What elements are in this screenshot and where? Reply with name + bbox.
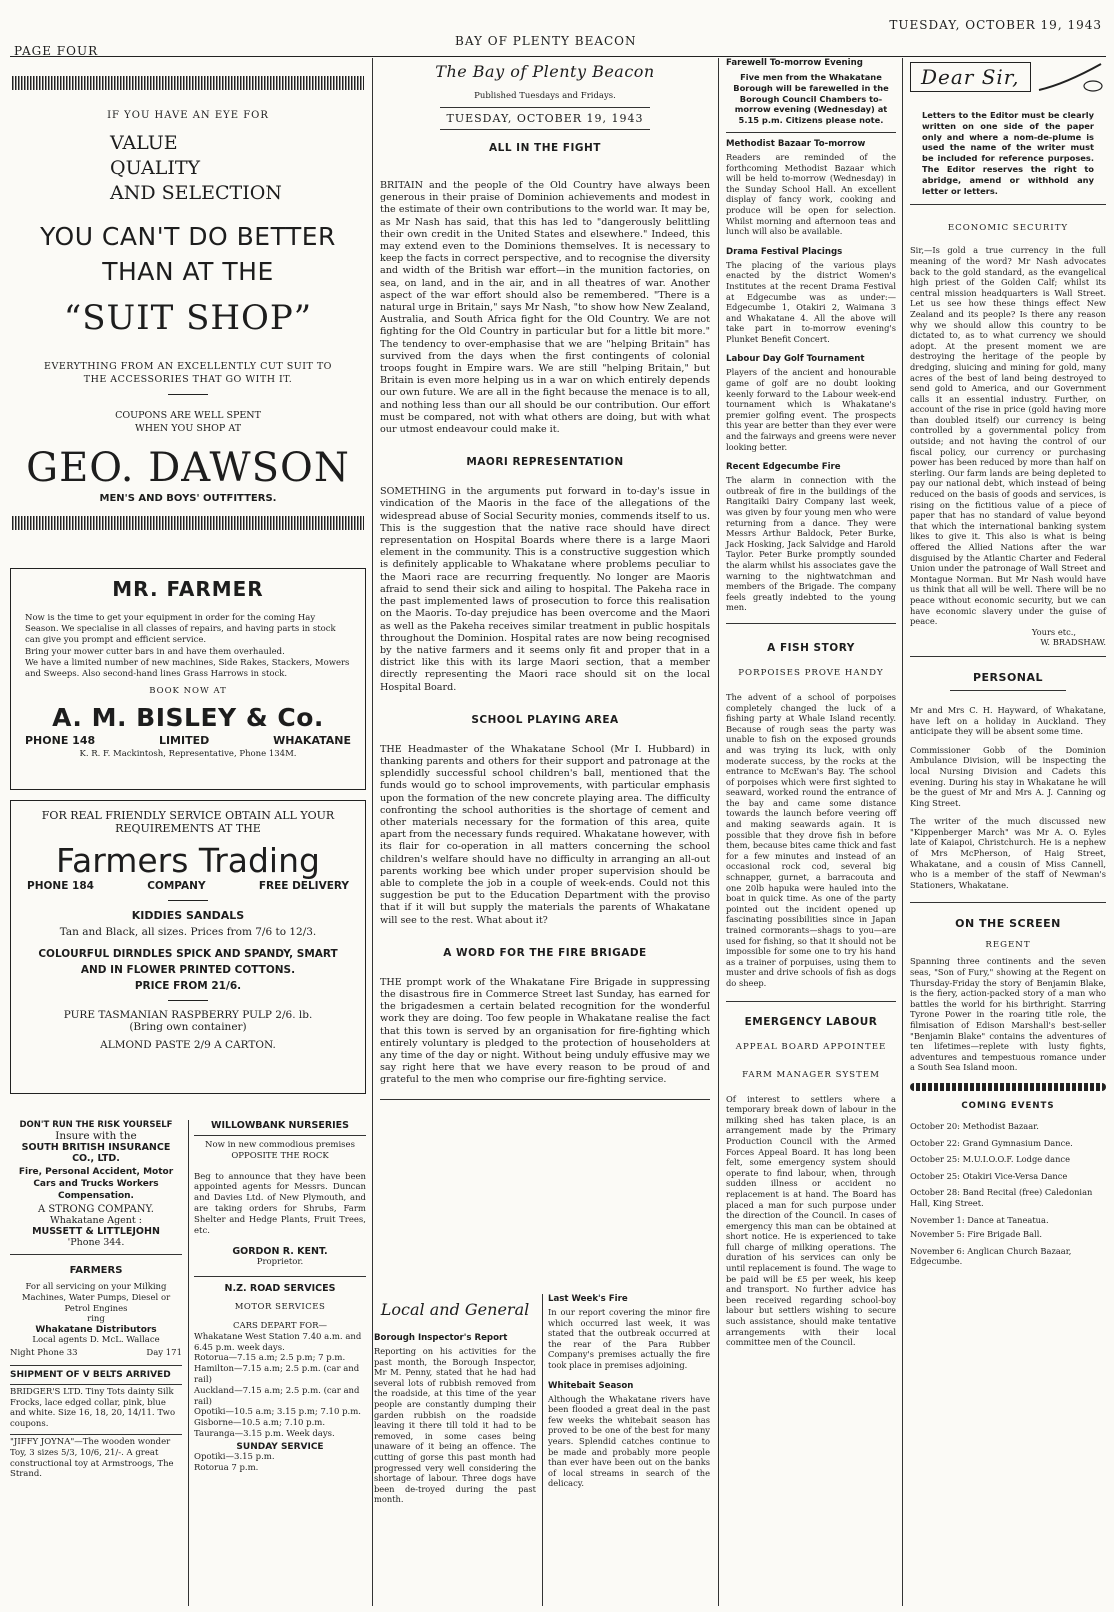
letter-body: Sir,—Is gold a true currency in the full meaning of the word? Mr Nash advocates back to the gold standard, as the evangelical high priest of the Golden Calf; whilst its central mission headquarters is Wall Street. Let us see how these things effect New Zealand and its people? Is there any reason why we should allow this country to be dictated to, as to what currency we should adopt. At the present moment we are destroying the heritage of the people by dredging, sluicing and mining for gold, many acres of the best of land being destroyed to send gold to America, and our Government calls it an essential industry. Further, on account of the rise in price (gold having more than doubled itself) our currency is being controlled by a governmental policy from outside; and not having the control of our fiscal policy, our currency or purchasing power has been reduced by more than half on sterling. Our farm lands are being depleted to pay our national debt, which instead of being reduced on the basis of goods and services, is rising on the fictitious value of a piece of paper that has no standard of value beyond that which the international banking system likes to give it. This also is what is being offered the Allied Nations after the war disguised by the Atlantic Charter and Federal Union under the patronage of Wall Street and Montague Norman. But Mr Nash would have us think that all will be well. There will be no peace without economic security, but we can have economic slavery under the guise of peace.	[910, 245, 1106, 627]
ad-text: DON'T RUN THE RISK YOURSELF	[19, 1120, 173, 1130]
page-header	[0, 4, 1114, 56]
firm-details	[25, 734, 351, 747]
firm-rep: K. R. F. Mackintosh, Representative, Phone 134M.	[79, 748, 297, 759]
agent-phone: 'Phone 344.	[67, 1237, 125, 1248]
divider	[194, 1276, 366, 1277]
timetable-line: Gisborne—10.5 a.m; 7.10 p.m.	[194, 1418, 326, 1429]
small-ads	[10, 1120, 366, 1606]
product-text: ALMOND PASTE 2/9 A CARTON.	[100, 1039, 276, 1051]
item-title: Recent Edgecumbe Fire	[726, 462, 841, 473]
article-title: ECONOMIC SECURITY	[947, 223, 1069, 234]
event-item: October 25: M.U.I.O.O.F. Lodge dance	[910, 1154, 1070, 1165]
item-body: In our report covering the minor fire which occurred last week, it was stated that the outbreak occurred at the rear of the Para Rubber Company's premises actually the fire took place in premises adjoining.	[548, 1307, 710, 1370]
divider	[726, 132, 896, 133]
nameplate: The Bay of Plenty Beacon	[435, 62, 655, 81]
section-title: Local and General	[380, 1300, 530, 1319]
suit-shop-ad	[10, 76, 366, 554]
store-company: COMPANY	[147, 880, 206, 892]
article-title: SCHOOL PLAYING AREA	[471, 713, 619, 726]
firm-name: Whakatane Distributors	[35, 1325, 157, 1336]
ad-border-bottom	[12, 516, 364, 530]
store-delivery: FREE DELIVERY	[258, 880, 349, 892]
event-item: November 5: Fire Brigade Ball.	[910, 1229, 1043, 1240]
article-body: SOMETHING in the arguments put forward in to-day's issue in vindication of the Maoris in the face of the allegations of the widespread abuse of Social Security monies, commends itself to us. This is the suggestion that the native race should have direct representation on Hospital Boards where there is a large Maori element in the community. This is a constructive suggestion which is definitely applicable to Whakatane where problems peculiar to the Maori race are recurring frequently. No longer are Maoris afraid to send their sick and ailing to hospital. The Pakeha race in the past implemented laws of prosecution to force this realisation on the Maoris. To-day prejudice has been overcome and the Maori as well as the Pakeha receives similar treatment in public hospitals throughout the Dominion. Hospital rates are now being recognised by the native farmers and it seems only fit and proper that in a district like this with its large Maori section, that a member directly representing the Maori race should sit on the local Hospital Board.	[380, 486, 710, 693]
item-title: Farewell To-morrow Evening	[726, 58, 863, 68]
ad-text: For all servicing on your Milking Machines, Water Pumps, Diesel or Petrol Engines	[21, 1282, 171, 1314]
product-text: Tan and Black, all sizes. Prices from 7/6 to 12/3.	[59, 926, 317, 938]
night-phone: Night Phone 33	[10, 1347, 78, 1358]
timetable-line: Rotorua 7 p.m.	[194, 1462, 259, 1473]
divider	[726, 623, 896, 624]
timetable-line: Tauranga—3.15 p.m. Week days.	[194, 1428, 335, 1439]
divider	[10, 1384, 182, 1385]
timetable-line: Hamilton—7.15 a.m; 2.5 p.m. (car and rail)	[194, 1364, 360, 1385]
product-title: KIDDIES SANDALS	[131, 909, 245, 922]
ad-text: We have a limited number of new machines, Side Rakes, Stackers, Mowers and Sweeps. Also second-hand lines Grass Harrows in stock.	[25, 658, 350, 679]
ad-subtitle: MOTOR SERVICES	[234, 1302, 326, 1313]
company-name: SOUTH BRITISH INSURANCE CO., LTD.	[21, 1142, 171, 1164]
letter-signature: W. BRADSHAW.	[1040, 637, 1106, 648]
ad-text: Insure with the	[55, 1130, 137, 1142]
article-subtitle: FARM MANAGER SYSTEM	[742, 1069, 880, 1080]
article-title: A WORD FOR THE FIRE BRIGADE	[443, 946, 647, 959]
editorial-column	[374, 58, 710, 1606]
divider	[380, 1099, 710, 1100]
article-body: THE prompt work of the Whakatane Fire Brigade in suppressing the disastrous fire in Commerce Street last Sunday, has earned for the brigadesmen a certain belated recognition for the wonderful work they are doing. Too few people in Whakatane realise the fact that this town is served by an organisation for fire-fighting which entirely voluntary is pledged to the protection of householders at any time of the day or night. Without being unduly effusive may we say right here that we have every reason to be proud of and grateful to the men who comprise our fire-fighting service.	[380, 976, 710, 1086]
store-name: GEO. DAWSON	[26, 445, 350, 491]
divider	[726, 1001, 896, 1002]
item-body: Reporting on his activities for the past month, the Borough Inspector, Mr M. Penny, stated that he had had several lots of rubbish removed from the roadside, at this time of the year people are constantly dumping their garden rubbish on the roadside leaving it there till told it had to be removed, in some cases being unaware of it being an offence. The cutting of gorse this past month had progressed very well considering the shortage of labour. Three dogs have been de-troyed during the past month.	[374, 1346, 536, 1505]
insurance-ad	[10, 1120, 182, 1248]
firm-town: WHAKATANE	[273, 733, 351, 747]
ad-subtitle: SUNDAY SERVICE	[236, 1441, 324, 1452]
dear-sir-box	[910, 60, 1106, 94]
item-body: The alarm in connection with the outbreak of fire in the buildings of the Rangitaiki Dairy Company last week, was given by four young men who were returning from a dance. They were Messrs Arthur Baldock, Peter Burke, Jack Hosking, Jack Salvidge and Harold Taylor. Peter Burke promptly sounded the alarm whilst his associates gave the warning to the nightwatchman and members of the Brigade. The company feels greatly indebted to the young men.	[726, 475, 896, 613]
farmer-ad	[10, 568, 366, 790]
item-title: Whitebait Season	[548, 1380, 634, 1391]
ad-text: OPPOSITE THE ROCK	[231, 1150, 329, 1161]
article-body: BRITAIN and the people of the Old Country have always been generous in their praise of Dominion achievements and modest in the estimate of their own contributions to the world war. It may be, as Mr Nash has said, that this has led to "dangerously belittling their own credit in the United States and elsewhere." Indeed, this may extend even to the Dominions themselves. It is necessary to keep the facts in correct perspective, and to recognise the diversity and width of the British war effort—in the munition factories, on sea, on land, and in the air, and in all theatres of war. Another aspect of the war effort should also be remembered. "There is a natural urge in Britain," says Mr Nash, "to show how New Zealand, Australia, and South Africa fight for the Old Country. We are not fighting for the Old Country in particular but for a little bit more." The tendency to over-emphasise that we are "helping Britain" has survived from the days when the first contingents of colonial troops fought in Empire wars. We are still "helping Britain," but Britain is even more helping us in a war on which entirely depends our own future. We are all in the fight because the menace is to all, and nothing less than our all should be our contribution. Our effort must be compared, not with what others are doing, but with what our utmost endeavour could make it.	[380, 180, 710, 436]
divider	[168, 1000, 208, 1001]
ad-text: Whakatane Agent :	[50, 1215, 142, 1226]
ad-line: AND SELECTION	[110, 182, 282, 204]
divider	[440, 129, 650, 130]
ad-title: FARMERS	[69, 1265, 123, 1276]
ad-intro: IF YOU HAVE AN EYE FOR	[107, 110, 269, 121]
ornamental-border	[910, 1083, 1106, 1091]
divider	[168, 394, 208, 395]
event-item: November 6: Anglican Church Bazaar, Edgecumbe.	[910, 1245, 1072, 1267]
letters-note: Letters to the Editor must be clearly written on one side of the paper only and where a nom-de-plume is used the name of the writer must be included for reference purposes. The Editor reserves the right to abridge, amend or withhold any letter or letters.	[922, 110, 1094, 196]
farmers-service-ad	[10, 1265, 182, 1359]
item-title: Drama Festival Placings	[726, 246, 843, 257]
firm-phone: PHONE 148	[25, 733, 96, 747]
article-title: ALL IN THE FIGHT	[489, 142, 601, 154]
ad-title: MR. FARMER	[112, 577, 264, 601]
firm-limited: LIMITED	[158, 733, 210, 747]
event-item: October 20: Methodist Bazaar.	[910, 1120, 1039, 1131]
article-title: MAORI REPRESENTATION	[466, 456, 624, 469]
column-rule	[718, 58, 719, 1606]
timetable-line: Rotorua—7.15 a.m; 2.5 p.m; 7 p.m.	[194, 1353, 346, 1364]
news-column	[726, 58, 896, 1606]
publication-note: Published Tuesdays and Fridays.	[474, 91, 616, 101]
article-body: Of interest to settlers where a temporary break down of labour in the milking shed has taken place, is an arrangement made by the Primary Production Council with the Armed Forces Appeal Board. It has long been felt, some emergency system should operate to find labour, when, through sudden illness or accident no replacement is at hand. The Board has placed a man for such purpose under the direction of the Council. In cases of emergency this man can be obtained at short notice. He is experienced to take full charge of milking operations. The duration of his services can only be until replacement is found. The wage to be paid will be £5 per week, his keep and transport. No further advice has been received regarding school-boy labour but settlers wishing to secure such assistance, should make tentative arrangements with their local committee men of the Council.	[726, 1093, 896, 1348]
small-ads-left	[10, 1120, 182, 1480]
item-body: Readers are reminded of the forthcoming Methodist Bazaar which will be held to-morrow (Wednesday) in the Sunday School Hall. An excellent display of fancy work, cooking and produce will be open for selection. Whilst morning and afternoon teas and lunch will also be available.	[726, 151, 896, 237]
owner-role: Proprietor.	[256, 1257, 304, 1268]
local-right	[548, 1294, 710, 1489]
letters-column	[910, 58, 1106, 1606]
ad-text: Fire, Personal Accident, Motor Cars and Trucks Workers Compensation.	[18, 1167, 174, 1201]
ad-text: A STRONG COMPANY.	[38, 1204, 154, 1215]
timetable-line: Opotiki—3.15 p.m.	[194, 1451, 275, 1462]
owner-name: GORDON R. KENT.	[232, 1246, 328, 1258]
item-title: Methodist Bazaar To-morrow	[726, 138, 866, 149]
willowbank-ad	[194, 1120, 366, 1268]
item-body: Five men from the Whakatane Borough will be farewelled in the Borough Council Chambers to-morrow evening (Wednesday) at 5.15 p.m. Citizens please note.	[733, 72, 889, 126]
jiffy-ad: "JIFFY JOYNA"—The wooden wonder Toy, 3 sizes 5/3, 10/6, 21/-. A great constructional toy at Armstroogs, The Strand.	[10, 1436, 174, 1480]
article-title: A FISH STORY	[767, 641, 855, 654]
cinema-name: REGENT	[985, 940, 1031, 951]
column-rule	[372, 58, 373, 1606]
farmers-trading-ad	[10, 800, 366, 1094]
divider	[10, 1434, 182, 1435]
divider	[910, 656, 1106, 657]
ad-headline: YOU CAN'T DO BETTER	[40, 222, 336, 251]
small-ads-right	[194, 1120, 366, 1473]
item-body: Although the Whakatane rivers have been flooded a great deal in the past few weeks the whitebait season has proved to be one of the best for many years. Splendid catches continue to be made and probably more people than ever have been out on the banks of local streams in search of the delicacy.	[548, 1393, 710, 1489]
personal-item: The writer of the much discussed new "Kippenberger March" was Mr A. O. Eyles late of Kaiapoi, Christchurch. He is a nephew of Mrs McPherson, of Haig Street, Whakatane, and a cousin of Miss Cannell, who is a member of the staff of Newman's Stationers, Whakatane.	[910, 816, 1106, 890]
local-general	[374, 1294, 712, 1606]
divider	[168, 900, 208, 901]
page-number: PAGE FOUR	[14, 44, 99, 58]
article-body: The advent of a school of porpoises completely changed the luck of a fishing party at Whale Island recently. Because of rough seas the party was unable to fish on the exposed grounds and was trying its luck, with only moderate success, by the rocks at the entrance to McEwan's Bay. The school of porpoises which were first sighted to seaward, worked round the entrance of the bay and came some distance towards the launch before veering off and making seawards again. It is possible that they drove fish in before them, because bites came thick and fast for a few minutes and instead of an occasional rock cod, several big schnapper, gurnet, a barracouta and one 20lb hapuka were hauled into the boat in quick time. As one of the party pointed out the incident opened up fascinating possibilities since in Japan trained cormorants—shags to you—are used for fishing, so that it should not be impossible for some one to try his hand as a trainer of porpuises, using them to muster and drive schools of fish as dogs do sheep.	[726, 691, 896, 988]
header-rule	[10, 56, 1106, 57]
article-body: THE Headmaster of the Whakatane School (Mr I. Hubbard) in thanking parents and others for their support and patronage at the splendidly successful school children's ball, mentioned that the funds would go to school improvements, with particular emphasis upon the formation of the new concrete playing area. The difficulty confronting the school authorities is the shortage of cement and other materials necessary for the formation of this area, quite apart from the necessary funds required. Whakatane however, with its flair for co-operation in all matters concerning the school children's welfare should have no difficulty in arranging an all-out parents working bee which under proper supervision should be able to complete the job in a couple of week-ends. Could not this suggestion be put to the Education Department with the proviso that if it will but supply the materials the parents of Whakatane will see to the rest. What about it?	[380, 743, 710, 926]
store-name: Farmers Trading	[56, 841, 320, 880]
quill-icon	[1035, 60, 1105, 94]
item-body: The placing of the various plays enacted by the district Women's Institutes at the recent Drama Festival at Edgecumbe was as under:—Edgecumbe 1, Otakiri 2, Waimana 3 and Whakatane 4. All the above will take part in to-morrow evening's Plunket Benefit Concert.	[726, 259, 896, 344]
divider	[440, 107, 650, 108]
local-left	[374, 1294, 536, 1505]
divider	[910, 902, 1106, 903]
store-tagline: MEN'S AND BOYS' OUTFITTERS.	[99, 493, 277, 504]
events-title: COMING EVENTS	[961, 1100, 1055, 1111]
agent-name: MUSSETT & LITTLEJOHN	[32, 1226, 160, 1237]
issue-date: TUESDAY, OCTOBER 19, 1943	[889, 18, 1102, 32]
product-text: (Bring own container)	[129, 1021, 247, 1033]
phone-numbers	[10, 1348, 182, 1359]
column-rule	[902, 58, 903, 1606]
product-price: PRICE FROM 21/6.	[134, 980, 242, 992]
ad-text: Local agents D. McL. Wallace	[32, 1335, 160, 1346]
shop-name: “SUIT SHOP”	[63, 298, 313, 338]
column-rule	[188, 1120, 189, 1606]
ad-line: VALUE	[110, 132, 178, 154]
timetable-line: Auckland—7.15 a.m; 2.5 p.m. (car and rail)	[194, 1385, 360, 1407]
personal-item: Commissioner Gobb of the Dominion Ambulance Division, will be inspecting the local Nursing Division and Cadets this evening. During his stay in Whakatane he will be the guest of Mr and Mrs A. J. Canning og King Street.	[910, 744, 1106, 808]
divider	[910, 204, 1106, 205]
ad-text: Now in new commodious premises	[205, 1140, 355, 1150]
editorial-date: TUESDAY, OCTOBER 19, 1943	[446, 112, 644, 125]
ad-line: QUALITY	[110, 157, 201, 179]
ad-text: EVERYTHING FROM AN EXCELLENTLY CUT SUIT TO THE ACCESSORIES THAT GO WITH IT.	[44, 361, 332, 385]
letters-logo: Dear Sir,	[910, 62, 1031, 92]
product-text: PURE TASMANIAN RASPBERRY PULP 2/6. lb.	[63, 1009, 313, 1021]
item-title: Last Week's Fire	[548, 1294, 628, 1304]
timetable-line: Whakatane West Station 7.40 a.m. and 6.45 p.m. week days.	[194, 1331, 362, 1353]
running-title: BAY OF PLENTY BEACON	[455, 34, 637, 48]
belts-ad: SHIPMENT OF V BELTS ARRIVED	[10, 1369, 171, 1380]
ad-text: Bring your mower cutter bars in and have them overhauled.	[25, 647, 285, 658]
item-title: Borough Inspector's Report	[374, 1333, 508, 1343]
article-subtitle: PORPOISES PROVE HANDY	[738, 667, 884, 678]
ads-column	[10, 58, 366, 1606]
item-body: Players of the ancient and honourable game of golf are no doubt looking keenly forward to the Labour week-end tournament which is Whakatane's premier golfing event. The prospects this year are better than they ever were and the fairways and greens were never looking better.	[726, 367, 896, 452]
bridgers-ad: BRIDGER'S LTD. Tiny Tots dainty Silk Frocks, lace edged collar, pink, blue and white. Size 16, 18, 20, 14/11. Two coupons.	[10, 1386, 176, 1430]
ad-text: CARS DEPART FOR—	[232, 1320, 328, 1331]
item-title: Labour Day Golf Tournament	[726, 354, 865, 365]
ad-border-top	[12, 76, 364, 90]
ad-text: ring	[87, 1314, 105, 1325]
timetable-line: Opotiki—10.5 a.m; 3.15 p.m; 7.10 p.m.	[194, 1407, 361, 1418]
road-services-ad	[194, 1283, 366, 1473]
divider	[950, 690, 1066, 691]
day-phone: Day 171	[146, 1347, 182, 1358]
event-item: October 25: Otakiri Vice-Versa Dance	[910, 1170, 1068, 1181]
event-item: November 1: Dance at Taneatua.	[910, 1214, 1049, 1225]
store-details	[27, 880, 349, 892]
letter-signoff: Yours etc.,	[1031, 626, 1076, 637]
ad-text: Beg to announce that they have been appointed agents for Messrs. Duncan and Davies Ltd. of New Plymouth, and are taking orders for Shrubs, Farm Shelter and Hedge Plants, Fruit Trees, etc.	[194, 1171, 366, 1236]
ad-text: BOOK NOW AT	[149, 685, 227, 696]
ad-intro: FOR REAL FRIENDLY SERVICE OBTAIN ALL YOUR REQUIREMENTS AT THE	[41, 809, 335, 835]
ad-text: COUPONS ARE WELL SPENT WHEN YOU SHOP AT	[115, 410, 261, 434]
firm-name: A. M. BISLEY & Co.	[52, 702, 324, 732]
personal-item: Mr and Mrs C. H. Hayward, of Whakatane, have left on a holiday in Auckland. They anticipate they will be absent some time.	[910, 704, 1106, 737]
product-text: COLOURFUL DIRNDLES SPICK AND SPANDY, SMART AND IN FLOWER PRINTED COTTONS.	[38, 948, 338, 976]
column-rule	[542, 1294, 543, 1606]
ad-title: WILLOWBANK NURSERIES	[210, 1120, 350, 1131]
event-item: October 22: Grand Gymnasium Dance.	[910, 1137, 1073, 1148]
ad-text: Now is the time to get your equipment in order for the coming Hay Season. We specialise in all classes of repairs, and having parts in stock can give you prompt and efficient service.	[25, 613, 336, 645]
section-title: ON THE SCREEN	[955, 917, 1061, 931]
ad-title: N.Z. ROAD SERVICES	[224, 1283, 336, 1295]
ad-qualities	[10, 131, 366, 206]
section-title: PERSONAL	[972, 670, 1044, 684]
store-phone: PHONE 184	[27, 880, 94, 892]
event-item: October 28: Band Recital (free) Caledonian Hall, King Street.	[910, 1187, 1093, 1208]
article-subtitle: APPEAL BOARD APPOINTEE	[735, 1041, 887, 1052]
divider	[10, 1254, 182, 1255]
divider	[10, 1365, 182, 1366]
divider	[194, 1135, 366, 1136]
film-review: Spanning three continents and the seven seas, "Son of Fury," showing at the Regent on Thursday-Friday the story of Benjamin Blake, is the fiery, action-packed story of a man who battles the world for his birthright. Starring Tyrone Power in the roaring title role, the filmisation of Edison Marshall's best-seller "Benjamin Blake" contains the adventures of ten lifetimes—replete with lusty fights, adventures and tempestuous romance under a South Sea Island moon.	[910, 956, 1106, 1073]
ad-headline: THAN AT THE	[102, 257, 274, 286]
article-title: EMERGENCY LABOUR	[744, 1015, 878, 1028]
